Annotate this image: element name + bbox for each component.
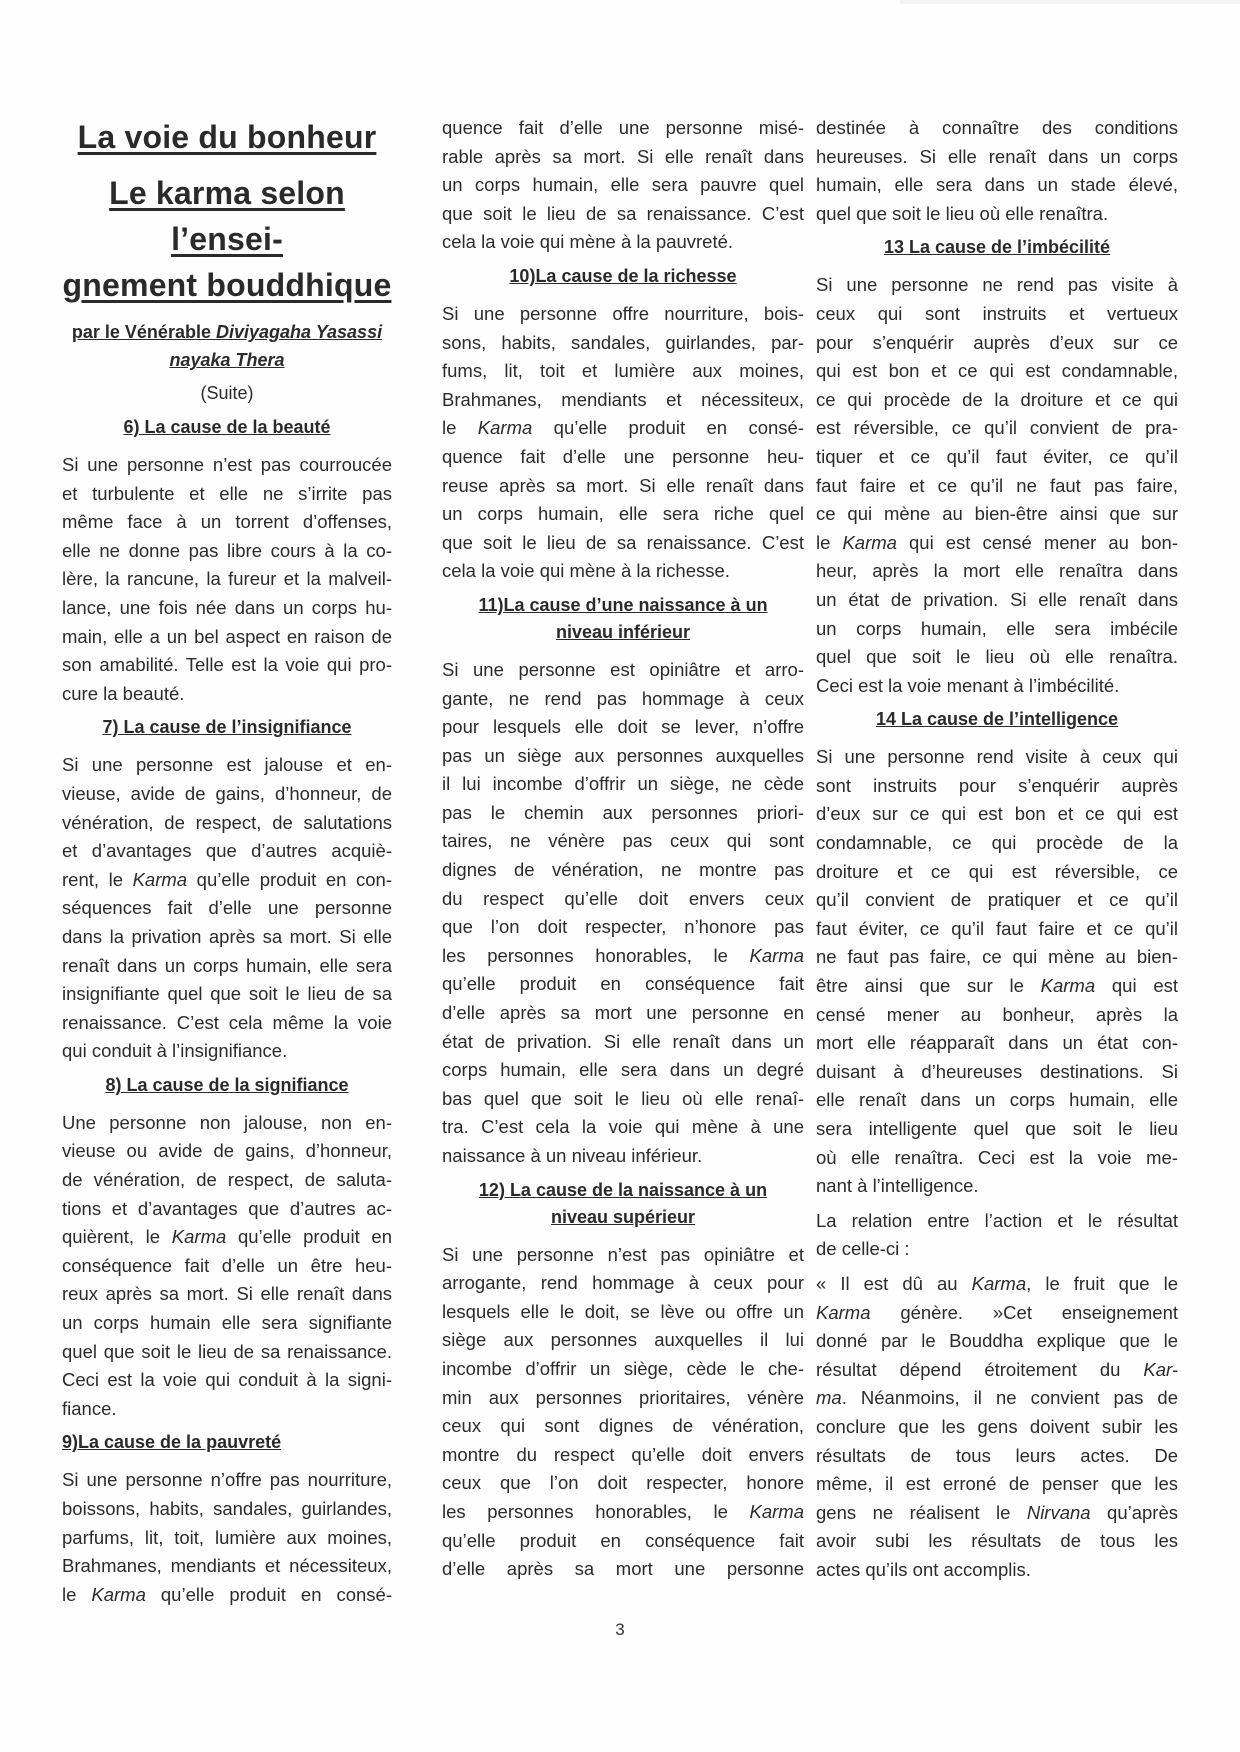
section-heading-text: 6) La cause de la beauté	[123, 417, 331, 437]
text-line: donné par le Bouddha explique que le	[816, 1330, 1178, 1352]
section-heading	[816, 706, 1178, 733]
column-2	[442, 114, 804, 1590]
text-line: qu’il convient de pratiquer et ce qu’il	[816, 889, 1178, 911]
text-line: d’eux sur ce qui est bon et ce qui est	[816, 803, 1178, 825]
text-line: tiquer et ce qu’il faut éviter, ce qu’il	[816, 445, 1178, 467]
text-line: vénération, de respect, de salutations	[62, 811, 392, 833]
italic-term: Karma	[132, 868, 188, 890]
section-heading-text: 11)La cause d’une naissance à un	[478, 594, 768, 615]
section-heading-text: 8) La cause de la signifiance	[105, 1074, 349, 1095]
text-line: duisant à d’heureuses destinations. Si	[816, 1060, 1178, 1082]
text-line: pour s’enquérir auprès d’eux sur ce	[816, 331, 1178, 353]
text-line: renaissance. C’est cela même la voie	[62, 1011, 392, 1033]
text-line: cela la voie qui mène à la pauvreté.	[442, 231, 734, 253]
text-line: incombe d’offrir un siège, cède le che-	[442, 1357, 804, 1379]
text-line: ceux qui sont dignes de vénération,	[442, 1415, 804, 1437]
text-line: conclure que les gens doivent subir les	[816, 1415, 1178, 1437]
paragraph	[816, 1270, 1178, 1585]
text-line: insignifiante quel que soit le lieu de sa	[62, 983, 392, 1005]
text-line: conséquence fait d’elle un être heu-	[62, 1254, 392, 1276]
section-heading-text: 7) La cause de l’insignifiance	[102, 717, 352, 738]
text-line: lance, une fois née dans un corps hu-	[62, 596, 392, 618]
text-line: où elle renaîtra. Ceci est la voie me-	[816, 1146, 1178, 1168]
paragraph	[442, 656, 804, 1171]
paragraph	[442, 1241, 804, 1584]
text-line: cela la voie qui mène à la richesse.	[442, 560, 730, 582]
text-line: montre du respect qu’elle doit envers	[442, 1443, 804, 1465]
text-line: être ainsi que sur le Karma qui est	[816, 975, 1179, 997]
text-line: ce qui procède de la droiture et ce qui	[816, 388, 1178, 410]
text-line: sons, habits, sandales, guirlandes, par-	[442, 331, 804, 353]
text-line: qu’elle produit en conséquence fait	[442, 973, 804, 995]
text-line: même face à un torrent d’offenses,	[62, 511, 392, 533]
text-line: La relation entre l’action et le résultat	[816, 1209, 1178, 1231]
paragraph	[62, 451, 392, 708]
text-line: les personnes honorables, le Karma	[442, 944, 804, 966]
text-line: Si une personne ne rend pas visite à	[816, 274, 1178, 296]
text-line: corps humain, elle sera dans un degré	[442, 1059, 804, 1081]
section-heading	[442, 263, 804, 290]
text-line: rable après sa mort. Si elle renaît dans	[442, 145, 804, 167]
section-heading-text: 10)La cause de la richesse	[509, 265, 737, 286]
byline	[62, 318, 392, 374]
text-line: ne faut pas faire, ce qui mène au bien-	[816, 946, 1178, 968]
text-line: actes qu’ils ont accomplis.	[816, 1558, 1031, 1580]
text-line: boissons, habits, sandales, guirlandes,	[62, 1498, 392, 1519]
document-title: La voie du bonheur	[77, 119, 377, 155]
page-number: 3	[615, 1620, 625, 1639]
paragraph	[816, 1207, 1178, 1264]
italic-term: Nirvana	[1026, 1501, 1091, 1523]
text-line: censé mener au bonheur, après la	[816, 1003, 1178, 1025]
text-line: lesquels elle le doit, se lève ou offre un	[442, 1300, 804, 1322]
text-line: et turbulente et elle ne s’irrite pas	[62, 482, 392, 504]
byline-prefix: par le Vénérable	[71, 322, 216, 342]
text-line: il lui incombe d’offrir un siège, ne cède	[442, 773, 804, 795]
section-heading-text-cont: niveau supérieur	[550, 1206, 696, 1227]
italic-term: ma	[816, 1387, 842, 1409]
text-line: pas le chemin aux personnes priori-	[442, 801, 804, 823]
text-line: fums, lit, toit et lumière aux moines,	[442, 360, 804, 382]
text-line: de vénération, de respect, de saluta-	[62, 1169, 392, 1191]
text-line: main, elle a un bel aspect en raison de	[62, 625, 392, 647]
column-1-content	[62, 414, 392, 1609]
text-line: Si une personne n’est pas opiniâtre et	[442, 1243, 804, 1265]
text-line: ce qui mène au bien-être ainsi que sur	[816, 503, 1178, 525]
italic-term: Karma	[749, 944, 804, 966]
text-line: dignes de vénération, ne montre pas	[442, 859, 804, 881]
text-line: rent, le Karma qu’elle produit en con-	[62, 868, 392, 890]
text-line: quel que soit le lieu où elle renaîtra.	[816, 646, 1178, 668]
text-line: naissance à un niveau inférieur.	[442, 1145, 703, 1166]
text-line: dans la privation après sa mort. Si elle	[62, 925, 392, 947]
text-line: mort elle réapparaît dans un état con-	[816, 1032, 1178, 1054]
text-line: min aux personnes prioritaires, vénère	[442, 1386, 804, 1408]
text-line: et d’avantages que d’autres acquiè-	[62, 840, 392, 862]
text-line: un corps humain, elle sera pauvre quel	[442, 174, 804, 196]
byline-author-part-1: Diviyagaha Yasassi	[215, 322, 383, 342]
text-line: pas un siège aux personnes auxquelles	[442, 744, 804, 766]
italic-term: Karma	[971, 1272, 1027, 1294]
text-line: cure la beauté.	[62, 682, 185, 704]
italic-term: Karma	[171, 1226, 227, 1248]
text-line: qui est bon et ce qui est condamnable,	[816, 360, 1178, 382]
text-line: Karma génère. »Cet enseignement	[816, 1301, 1178, 1323]
document-subtitle-line-1: Le karma selon l’ensei-	[109, 175, 345, 257]
column-3	[816, 114, 1178, 1591]
text-line: que soit le lieu de sa renaissance. C’est	[442, 202, 804, 224]
text-line: du respect qu’elle doit envers ceux	[442, 887, 804, 909]
text-line: un corps humain elle sera signifiante	[62, 1312, 392, 1334]
paragraph	[816, 271, 1178, 700]
italic-term: Karma	[477, 417, 533, 439]
section-heading	[442, 1177, 804, 1231]
paragraph	[62, 751, 392, 1066]
text-line: Ceci est la voie menant à l’imbécilité.	[816, 674, 1120, 696]
text-line: résultats de tous leurs actes. De	[816, 1444, 1178, 1466]
text-line: quel que soit le lieu où elle renaîtra.	[816, 202, 1109, 224]
text-line: Si une personne offre nourriture, bois-	[442, 302, 804, 324]
column-2-content	[442, 114, 804, 1584]
text-line: quièrent, le Karma qu’elle produit en	[62, 1226, 392, 1248]
text-line: arrogante, rend hommage à ceux pour	[442, 1272, 804, 1294]
text-line: Si une personne est opiniâtre et arro-	[442, 658, 804, 680]
section-heading-text: 9)La cause de la pauvreté	[62, 1432, 282, 1453]
section-heading	[816, 234, 1178, 261]
text-line: le Karma qui est censé mener au bon-	[816, 531, 1178, 553]
text-line: lère, la rancune, la fureur et la malveil-	[62, 568, 392, 590]
section-heading	[442, 592, 804, 646]
column-3-content	[816, 114, 1178, 1585]
text-line: quel que soit le lieu de sa renaissance.	[62, 1340, 392, 1362]
paragraph	[62, 1109, 392, 1424]
text-line: humain, elle sera dans un stade élevé,	[816, 174, 1178, 196]
text-line: Ceci est la voie qui conduit à la signi-	[62, 1369, 392, 1391]
text-line: condamnable, ce qui procède de la	[816, 832, 1178, 854]
italic-term: Karma	[91, 1583, 146, 1605]
text-line: le Karma qu’elle produit en consé-	[62, 1583, 392, 1605]
text-line: Si une personne rend visite à ceux qui	[816, 746, 1178, 768]
text-line: d’elle après sa mort une personne	[442, 1558, 804, 1580]
text-line: tra. C’est cela la voie qui mène à une	[442, 1116, 804, 1138]
text-line: sera intelligente quel que soit le lieu	[816, 1118, 1178, 1139]
text-line: destinée à connaître des conditions	[816, 117, 1178, 138]
text-line: heureuses. Si elle renaît dans un corps	[816, 145, 1178, 167]
text-line: bas quel que soit le lieu où elle renaî-	[442, 1087, 804, 1109]
text-line: ceux que l’on doit respecter, honore	[442, 1472, 804, 1494]
section-heading	[62, 1072, 392, 1099]
text-line: qu’elle produit en conséquence fait	[442, 1529, 804, 1551]
section-heading	[62, 1429, 392, 1456]
text-line: quence fait d’elle une personne heu-	[442, 445, 804, 467]
text-line: nant à l’intelligence.	[816, 1175, 979, 1197]
text-line: pour lesquels elle doit se lever, n’offre	[442, 716, 804, 738]
paragraph	[816, 743, 1178, 1201]
section-heading-text: 13 La cause de l’imbécilité	[883, 237, 1111, 258]
text-line: de celle-ci :	[816, 1238, 910, 1260]
text-line: un corps humain, elle sera riche quel	[442, 503, 804, 525]
byline-author-part-2: nayaka Thera	[169, 350, 285, 370]
italic-term: Kar-	[1143, 1358, 1178, 1380]
text-line: reuse après sa mort. Si elle renaît dans	[442, 474, 804, 496]
text-line: qui conduit à l’insignifiance.	[62, 1040, 288, 1062]
text-line: fiance.	[62, 1397, 117, 1419]
text-line: les personnes honorables, le Karma	[442, 1500, 804, 1522]
text-line: taires, ne vénère pas ceux qui sont	[442, 830, 804, 852]
text-line: droiture et ce qui est réversible, ce	[816, 860, 1178, 882]
text-line: reux après sa mort. Si elle renaît dans	[62, 1283, 392, 1305]
italic-term: Karma	[842, 531, 897, 553]
text-line: résultat dépend étroitement du Kar-	[816, 1358, 1178, 1380]
text-line: Si une personne est jalouse et en-	[62, 754, 392, 776]
text-line: ma. Néanmoins, il ne convient pas de	[816, 1387, 1178, 1409]
continuation-label: (Suite)	[200, 383, 254, 403]
text-line: d’elle après sa mort une personne en	[442, 1002, 804, 1024]
text-line: ceux qui sont instruits et vertueux	[816, 302, 1178, 324]
text-line: état de privation. Si elle renaît dans un	[442, 1030, 804, 1052]
text-line: Une personne non jalouse, non en-	[62, 1111, 392, 1133]
text-line: Brahmanes, mendiants et nécessiteux,	[62, 1555, 392, 1577]
text-line: « Il est dû au Karma, le fruit que le	[816, 1272, 1178, 1294]
text-line: Si une personne n’est pas courroucée	[62, 454, 392, 475]
text-line: le Karma qu’elle produit en consé-	[442, 417, 805, 439]
text-line: sont instruits pour s’enquérir auprès	[816, 774, 1178, 796]
text-line: elle renaît dans un corps humain, elle	[816, 1089, 1178, 1111]
text-line: gens ne réalisent le Nirvana qu’après	[816, 1501, 1178, 1523]
text-line: Si une personne n’offre pas nourriture,	[62, 1469, 392, 1491]
text-line: avoir subi les résultats de tous les	[816, 1530, 1178, 1552]
text-line: son amabilité. Telle est la voie qui pro-	[62, 654, 392, 676]
paragraph	[442, 300, 804, 586]
text-line: parfums, lit, toit, lumière aux moines,	[62, 1526, 392, 1548]
text-line: vieuse ou avide de gains, d’honneur,	[62, 1140, 392, 1162]
italic-term: Karma	[749, 1500, 804, 1522]
text-line: elle ne donne pas libre cours à la co-	[62, 539, 392, 561]
text-line: vieuse, avide de gains, d’honneur, de	[62, 782, 392, 804]
paragraph	[442, 114, 804, 257]
text-line: heur, après la mort elle renaîtra dans	[816, 560, 1178, 582]
text-line: que soit le lieu de sa renaissance. C’est	[442, 531, 804, 553]
text-line: Brahmanes, mendiants et nécessiteux,	[442, 388, 804, 410]
text-line: gante, ne rend pas hommage à ceux	[442, 687, 804, 709]
section-heading-text: 12) La cause de la naissance à un	[478, 1179, 768, 1200]
text-line: quence fait d’elle une personne misé-	[442, 117, 804, 138]
text-line: que l’on doit respecter, n’honore pas	[442, 916, 804, 938]
text-line: faut faire et ce qu’il ne faut pas faire,	[816, 474, 1178, 496]
paragraph	[62, 1466, 392, 1609]
section-heading	[62, 414, 392, 441]
text-line: séquences fait d’elle une personne	[62, 897, 392, 919]
text-line: faut éviter, ce qu’il faut faire et ce qu’il	[816, 917, 1178, 939]
text-line: renaît dans un corps humain, elle sera	[62, 954, 392, 976]
text-line: tions et d’avantages que d’autres ac-	[62, 1197, 392, 1219]
text-line: même, il est erroné de penser que les	[816, 1473, 1178, 1495]
column-1	[62, 114, 392, 1615]
document-subtitle-line-2: gnement bouddhique	[62, 267, 392, 303]
text-line: siège aux personnes auxquelles il lui	[442, 1329, 804, 1351]
section-heading-text: 14 La cause de l’intelligence	[875, 709, 1119, 730]
text-line: est réversible, ce qu’il convient de pra-	[816, 417, 1178, 439]
scan-edge-artifact	[900, 0, 1240, 4]
section-heading	[62, 714, 392, 741]
text-line: un état de privation. Si elle renaît dans	[816, 588, 1178, 610]
text-line: un corps humain, elle sera imbécile	[816, 617, 1178, 639]
italic-term: Karma	[1040, 975, 1096, 997]
paragraph	[816, 114, 1178, 228]
section-heading-text-cont: niveau inférieur	[555, 621, 691, 642]
italic-term: Karma	[816, 1301, 871, 1323]
